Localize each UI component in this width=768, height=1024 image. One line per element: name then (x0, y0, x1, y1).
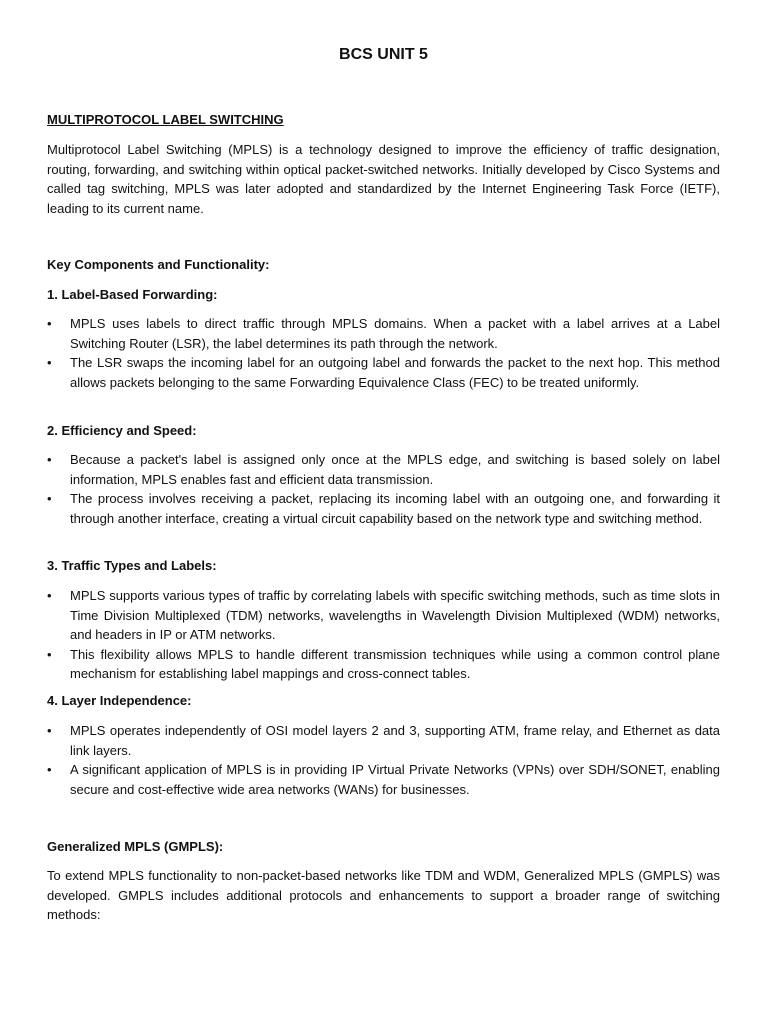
section-heading-mpls: MULTIPROTOCOL LABEL SWITCHING (47, 112, 284, 127)
list-item-text: MPLS supports various types of traffic by correlating labels with specific switching methods, such as time slots in Time Division Multiplexed (TDM) networks, wavelengths in Wavelength Division Multiplexed (WDM) networks, and headers in IP or ATM networks. (70, 588, 720, 642)
intro-paragraph: Multiprotocol Label Switching (MPLS) is a technology designed to improve the efficiency of traffic designation, routing, forwarding, and switching within optical packet-switched networks. Initially developed by Cisco Systems and called tag switching, MPLS was later adopted and standardized by the Internet Engineering Task Force (IETF), leading to its current name. (47, 142, 720, 216)
section-2-heading: 2. Efficiency and Speed: (47, 423, 197, 438)
bullet-icon: • (47, 355, 52, 370)
bullet-icon: • (47, 723, 52, 738)
bullet-icon: • (47, 491, 52, 506)
gmpls-heading: Generalized MPLS (GMPLS): (47, 839, 224, 854)
list-item-text: A significant application of MPLS is in providing IP Virtual Private Networks (VPNs) over SDH/SONET, enabling secure and cost-effective wide area networks (WANs) for businesses. (70, 762, 720, 797)
section-3-list (47, 586, 720, 684)
bullet-icon: • (47, 452, 52, 467)
list-item (47, 721, 720, 760)
list-item (47, 760, 720, 799)
section-2-list (47, 450, 720, 528)
list-item-text: The process involves receiving a packet, replacing its incoming label with an outgoing one, and forwarding it through another interface, creating a virtual circuit capability based on the network type and switching method. (70, 491, 720, 526)
list-item (47, 353, 720, 392)
section-1-list (47, 314, 720, 392)
list-item-text: Because a packet's label is assigned only once at the MPLS edge, and switching is based solely on label information, MPLS enables fast and efficient data transmission. (70, 452, 720, 487)
key-components-heading: Key Components and Functionality: (47, 257, 270, 272)
section-4-list (47, 721, 720, 799)
list-item-text: MPLS operates independently of OSI model layers 2 and 3, supporting ATM, frame relay, and Ethernet as data link layers. (70, 723, 720, 758)
bullet-icon: • (47, 588, 52, 603)
list-item-text: The LSR swaps the incoming label for an outgoing label and forwards the packet to the next hop. This method allows packets belonging to the same Forwarding Equivalence Class (FEC) to be treated uniformly. (70, 355, 720, 390)
bullet-icon: • (47, 316, 52, 331)
section-3-heading: 3. Traffic Types and Labels: (47, 558, 217, 573)
list-item-text: MPLS uses labels to direct traffic through MPLS domains. When a packet with a label arrives at a Label Switching Router (LSR), the label determines its path through the network. (70, 316, 720, 351)
list-item (47, 314, 720, 353)
list-item (47, 586, 720, 645)
gmpls-paragraph: To extend MPLS functionality to non-packet-based networks like TDM and WDM, Generalized MPLS (GMPLS) was developed. GMPLS includes additional protocols and enhancements to support a broader range of switching methods: (47, 868, 720, 922)
list-item-text: This flexibility allows MPLS to handle different transmission techniques while using a common control plane mechanism for establishing label mappings and cross-connect tables. (70, 646, 720, 681)
bullet-icon: • (47, 646, 52, 662)
bullet-icon: • (47, 762, 52, 777)
section-1-heading: 1. Label-Based Forwarding: (47, 287, 218, 302)
list-item (47, 450, 720, 489)
document-title: BCS UNIT 5 (339, 46, 428, 63)
section-4-heading: 4. Layer Independence: (47, 693, 192, 708)
list-item (47, 489, 720, 528)
list-item (47, 645, 720, 684)
